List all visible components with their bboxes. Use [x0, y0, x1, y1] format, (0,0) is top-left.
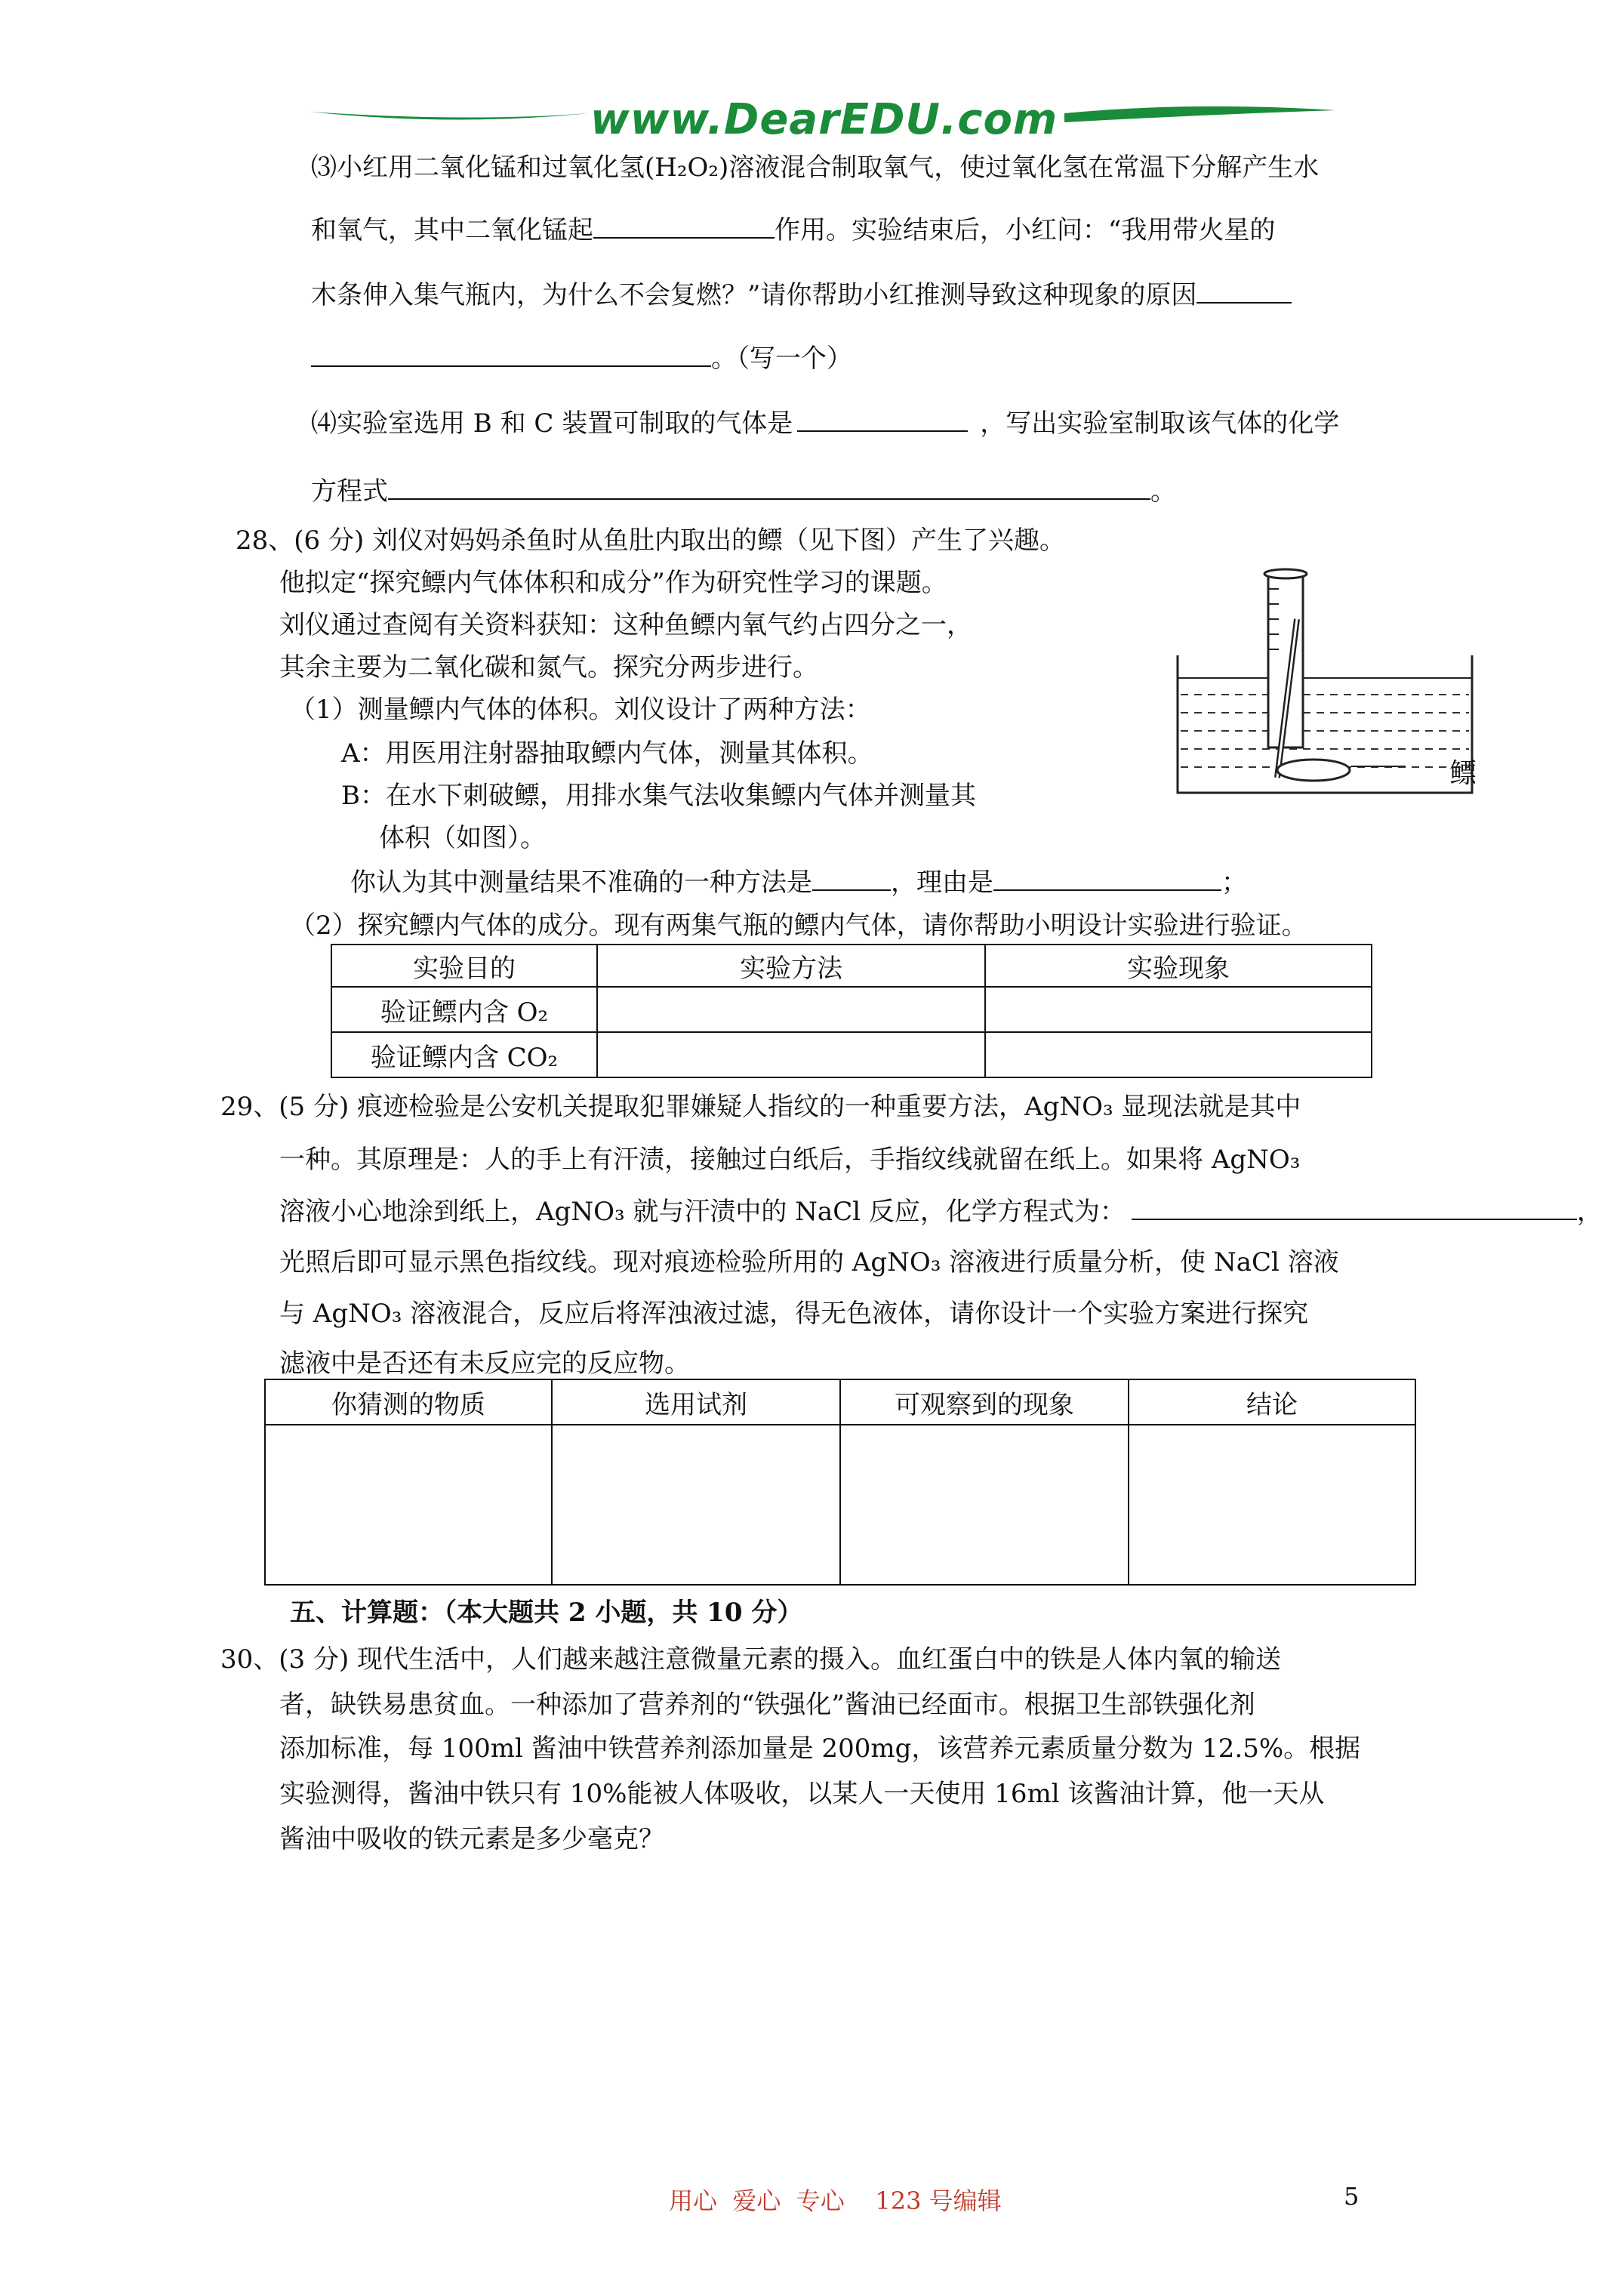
table-cell-conclusion[interactable] [1129, 1425, 1415, 1585]
q27-p3-line2 [311, 214, 1275, 245]
answer-blank[interactable] [388, 476, 1150, 500]
q29-line1: 29、(5 分) 痕迹检验是公安机关提取犯罪嫌疑人指纹的一种重要方法，AgNO₃ 显现法就是其中 [220, 1092, 1301, 1122]
table-header-row [331, 945, 1372, 987]
q27-p4-line2-a: 方程式 [311, 476, 388, 507]
bladder-apparatus-figure [1170, 559, 1487, 815]
table-cell-phenomenon[interactable] [985, 1032, 1372, 1077]
q28-line10: （2）探究鳔内气体的成分。现有两集气瓶的鳔内气体，请你帮助小明设计实验进行验证。 [290, 911, 1307, 941]
q29-line6: 滤液中是否还有未反应完的反应物。 [279, 1348, 690, 1379]
q27-p4-line2-b: 。 [1150, 476, 1176, 507]
q30-line3: 添加标准，每 100ml 酱油中铁营养剂添加量是 200mg，该营养元素质量分数为 12.5%。根据 [279, 1734, 1361, 1764]
q28-experiment-table [331, 944, 1372, 1078]
table-header-cell: 你猜测的物质 [265, 1379, 552, 1425]
q27-p3-line2-a: 和氧气，其中二氧化锰起 [311, 215, 593, 245]
bladder-label: 鳔 [1449, 758, 1477, 789]
answer-blank[interactable] [1132, 1196, 1577, 1220]
q28-line4: 其余主要为二氧化碳和氮气。探究分两步进行。 [279, 652, 818, 683]
table-row [265, 1425, 1415, 1585]
q30-line4: 实验测得，酱油中铁只有 10%能被人体吸收，以某人一天使用 16ml 该酱油计算，他一天从 [279, 1779, 1325, 1809]
q27-p3-line4-text: 。（写一个） [711, 344, 852, 374]
table-header-cell: 实验目的 [331, 945, 597, 987]
table-cell-reagent[interactable] [552, 1425, 840, 1585]
q29-line3-a: 溶液小心地涂到纸上，AgNO₃ 就与汗渍中的 NaCl 反应，化学方程式为： [279, 1197, 1126, 1227]
table-header-cell: 可观察到的现象 [840, 1379, 1129, 1425]
q27-p4-line2 [311, 476, 1176, 507]
section5-title: 五、计算题：（本大题共 2 小题，共 10 分） [290, 1598, 803, 1628]
q29-line3-b: ， [1576, 1197, 1603, 1227]
q28-line2: 他拟定“探究鳔内气体体积和成分”作为研究性学习的课题。 [279, 568, 947, 598]
table-cell-method[interactable] [597, 1032, 985, 1077]
q28-line5: （1）测量鳔内气体的体积。刘仪设计了两种方法： [290, 695, 871, 725]
q29-design-table [264, 1379, 1416, 1586]
table-cell-substance[interactable] [265, 1425, 552, 1585]
table-header-cell: 选用试剂 [552, 1379, 840, 1425]
q28-line9-c: ； [1221, 868, 1247, 898]
q30-line2: 者，缺铁易患贫血。一种添加了营养剂的“铁强化”酱油已经面市。根据卫生部铁强化剂 [279, 1690, 1255, 1720]
q29-line4: 光照后即可显示黑色指纹线。现对痕迹检验所用的 AgNO₃ 溶液进行质量分析，使 NaCl 溶液 [279, 1247, 1339, 1277]
page-number: 5 [1344, 2182, 1360, 2211]
site-url[interactable]: www.DearEDU.com [590, 95, 1058, 144]
answer-blank[interactable] [812, 867, 891, 891]
q27-p4-line1-a: ⑷实验室选用 B 和 C 装置可制取的气体是 [311, 408, 793, 439]
answer-blank[interactable] [311, 343, 711, 367]
q27-p4-line1 [311, 408, 1339, 439]
table-header-row [265, 1379, 1415, 1425]
q29-line3 [279, 1196, 1603, 1227]
q29-line5: 与 AgNO₃ 溶液混合，反应后将浑浊液过滤，得无色液体，请你设计一个实验方案进行探究 [279, 1299, 1309, 1329]
table-header-cell: 实验现象 [985, 945, 1372, 987]
q27-p3-line3-text: 木条伸入集气瓶内，为什么不会复燃？”请你帮助小红推测导致这种现象的原因 [311, 280, 1197, 310]
q30-line5: 酱油中吸收的铁元素是多少毫克？ [279, 1824, 664, 1854]
answer-blank[interactable] [593, 214, 775, 239]
q27-p4-line1-b: ，写出实验室制取该气体的化学 [980, 408, 1340, 439]
table-row [331, 1032, 1372, 1077]
q28-line9 [350, 867, 1247, 898]
q27-p3-line1: ⑶小红用二氧化锰和过氧化氢(H₂O₂)溶液混合制取氧气，使过氧化氢在常温下分解产生水 [311, 153, 1320, 183]
table-row [331, 987, 1372, 1032]
answer-blank[interactable] [993, 867, 1221, 891]
footer-text: 用心 爱心 专心 123 号编辑 [669, 2187, 1002, 2215]
table-cell-phenomenon[interactable] [985, 987, 1372, 1032]
q28-line8: 体积（如图）。 [379, 823, 546, 853]
q27-p3-line4 [311, 343, 852, 374]
table-cell-phenomenon[interactable] [840, 1425, 1129, 1585]
q28-line3: 刘仪通过查阅有关资料获知：这种鱼鳔内氧气约占四分之一， [279, 610, 972, 640]
q28-line9-b: ，理由是 [891, 868, 993, 898]
q29-line2: 一种。其原理是：人的手上有汗渍，接触过白纸后，手指纹线就留在纸上。如果将 AgNO₃ [279, 1145, 1301, 1175]
q28-line1: 28、(6 分) 刘仪对妈妈杀鱼时从鱼肚内取出的鳔（见下图）产生了兴趣。 [236, 525, 1066, 556]
table-cell-purpose: 验证鳔内含 CO₂ [331, 1032, 597, 1077]
table-header-cell: 结论 [1129, 1379, 1415, 1425]
answer-blank[interactable] [797, 408, 968, 432]
q27-p3-line2-b: 作用。实验结束后，小红问：“我用带火星的 [775, 215, 1276, 245]
q28-line7: B：在水下刺破鳔，用排水集气法收集鳔内气体并测量其 [341, 781, 976, 811]
q28-line6: A：用医用注射器抽取鳔内气体，测量其体积。 [341, 738, 873, 769]
q28-line9-a: 你认为其中测量结果不准确的一种方法是 [350, 868, 812, 898]
table-header-cell: 实验方法 [597, 945, 985, 987]
answer-blank[interactable] [1196, 279, 1292, 304]
table-cell-purpose: 验证鳔内含 O₂ [331, 987, 597, 1032]
q27-p3-line3 [311, 279, 1292, 310]
q30-line1: 30、(3 分) 现代生活中，人们越来越注意微量元素的摄入。血红蛋白中的铁是人体内氧的输送 [220, 1644, 1282, 1675]
table-cell-method[interactable] [597, 987, 985, 1032]
